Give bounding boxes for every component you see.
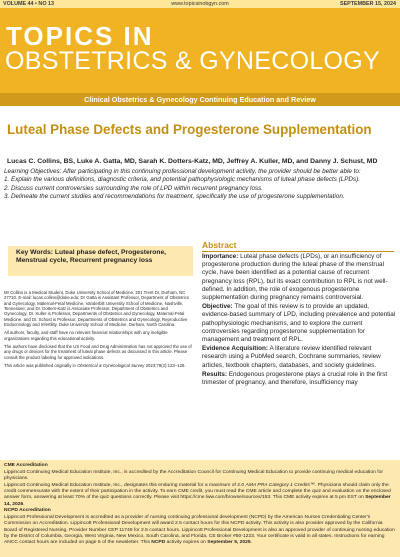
website-link[interactable]: www.topicsinobgyn.com xyxy=(171,0,229,7)
issue-volume: VOLUME 44 • NO 13 xyxy=(3,0,55,7)
fda-disclosure: The authors have disclosed that the US Food and Drug Administration has not approved the use of any drugs or devices for the treatment of luteal phase defects as discussed in this article. Please consult the product labeling for approved indications. xyxy=(4,344,192,360)
abstract-evidence: Evidence Acquisition: A literature review identified relevant research using a PubMed search, Cochrane summaries, review articles, textbook chapters, databases, and society guidelines. xyxy=(202,345,381,369)
objective-item: 3. Delineate the current studies and recommendations for treatment, specifically the use of progesterone supplementation. xyxy=(4,192,345,200)
cme-heading: CME Accreditation xyxy=(4,463,48,468)
abstract-importance: Importance: Luteal phase defects (LPDs), or an insufficiency of progesterone production during the luteal phase of the menstrual cycle, have been identified as a potential cause of recurrent pregnancy loss (RPL), but its exact contribution to RPL is not well-defined. In addition, the role of exogenous progesterone supplementation during pregnancy remains controversial. xyxy=(202,253,388,302)
abstract-body xyxy=(202,253,396,388)
keywords-label: Key Words: xyxy=(16,249,54,256)
ncpd-text: Lippincott Professional Development is accredited as a provider of nursing continuing professional development (NCPD) by the American Nurses Credentialing Center's Commission on Accreditation. Lippincott Professional Development will award 2.5 contact hours for this NCPD activity. This activity is also provider approved by the California Board of Registered Nursing, Provider Number CEP 11749 for 2.5 contact hours. Lippincott Professional Development is also an approved provider of continuing nursing education by the District of Columbia, Georgia, West Virginia, New Mexico, South Carolina, and Florida, CE Broker #50-1223. Your certificate is valid in all states. Instructions for earning ANCC contact hours are included on page 6 of the newsletter. This NCPD activity expires on September 5, 2025. xyxy=(4,515,395,545)
masthead-subtitle: Clinical Obstetrics & Gynecology Continuing Education and Review xyxy=(0,93,400,106)
learning-objectives xyxy=(4,168,398,201)
article-authors: Lucas C. Collins, BS, Luke A. Gatta, MD, Sarah K. Dotters-Katz, MD, Jeffrey A. Kuller, MD, and Danny J. Schust, MD xyxy=(7,158,378,165)
issue-date: SEPTEMBER 15, 2024 xyxy=(339,0,396,7)
author-affiliations xyxy=(4,290,192,371)
original-publication: This article was published originally in Obstetrical & Gynecological Survey 2023;79(2):123–128. xyxy=(4,363,186,369)
objective-item: 2. Discuss current controversies surrounding the role of LPD within recurrent pregnancy loss. xyxy=(4,184,263,192)
article-title: Luteal Phase Defects and Progesterone Supplementation xyxy=(7,122,372,137)
abstract-results: Results: Endogenous progesterone plays a crucial role in the first trimester of pregnancy, and therefore, insufficiency may xyxy=(202,370,388,387)
abstract-heading: Abstract xyxy=(202,240,237,250)
objectives-list xyxy=(4,176,398,201)
cme-accreditation-box xyxy=(0,460,400,557)
masthead xyxy=(0,8,400,93)
cme-credit-text: Lippincott Continuing Medical Education Institute, Inc., designates this enduring material for a maximum of 2.0 AMA PRA Category 1 Credits™. Physicians should claim only the credit commensurate with the extent of their participation in the activity. To earn CME credit, you must read the CME article and complete the quiz and evaluation on the enclosed answer form, answering at least 70% of the quiz questions correctly. Please visit https://cme.lww.com/browse/sources/153. This CME activity expires at 5 pm EST on September 14, 2026. xyxy=(4,482,391,507)
keywords-box xyxy=(8,246,193,276)
top-bar xyxy=(0,0,400,8)
ncpd-heading: NCPD Accreditation xyxy=(4,508,51,514)
objectives-intro: Learning Objectives: After participating in this continuing professional development activity, the provider should be better able to: xyxy=(4,168,361,175)
abstract-objective: Objective: The goal of this review is to provide an updated, evidence-based summary of LPD, including prevalence and potential pathophysiologic mechanisms, and to explore the current controversies regarding progesterone supplementation for management and treatment of RPL. xyxy=(202,303,396,344)
cme-accreditation-text: Lippincott Continuing Medical Education Institute, Inc., is accredited by the Accreditation Council for Continuing Medical Education to provide continuing medical education for physicians. xyxy=(4,469,384,481)
masthead-title-line2: OBSTETRICS & GYNECOLOGY xyxy=(5,47,381,75)
affiliations-text: Mr Collins is a Medical Student, Duke University School of Medicine, 201 Trent Dr, Durham, NC 27710. E-mail: lucas.collins@duke.edu; Dr Gatta is Assistant Professor, Department of Obstetrics and Gynecology, Maternal-Fetal Medicine, Vanderbilt University School of Medicine, Nashville, Tennessee; and Dr. Dotters-Katz is Associate Professor, Department of Obstetrics and Gynecology, Dr. Kuller is Professor, Departments of Obstetrics and Gynecology, Maternal-Fetal Medicine, and Dr. Schust is Professor, Departments of Obstetrics and Gynecology, Reproductive Endocrinology and Infertility, Duke University School of Medicine, Durham, North Carolina. xyxy=(4,290,189,328)
abstract-divider xyxy=(202,251,394,252)
objective-item: 1. Explain the various definitions, diagnostic criteria, and potential pathophysiologic mechanisms of luteal phase defects (LPDs). xyxy=(4,176,360,184)
masthead-title-line1: TOPICS IN xyxy=(6,21,154,51)
keywords-text: Luteal phase defect, Progesterone, Menstrual cycle, Recurrent pregnancy loss xyxy=(16,249,167,264)
financial-disclosure: All authors, faculty, and staff have no relevant financial relationships with any ineligible organizations regarding this educational activity. xyxy=(4,330,168,341)
